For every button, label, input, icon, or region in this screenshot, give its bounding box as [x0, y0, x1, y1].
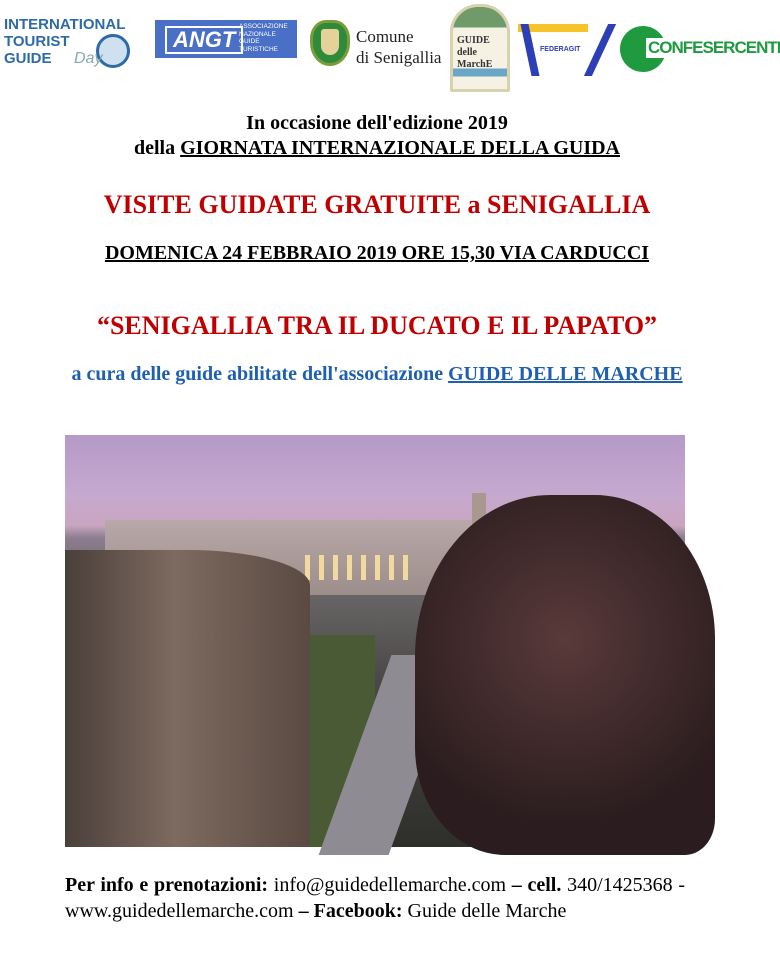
logo-text: GUIDE — [4, 50, 52, 67]
email-link[interactable]: info@guidedellemarche.com — [268, 874, 512, 896]
logo-text: GUIDE delle MarchE — [457, 35, 493, 70]
phone-and-website[interactable]: 340/1425368 - www.guidedellemarche.com — [65, 874, 686, 922]
federagit-logo — [518, 24, 618, 74]
logo-text: Comune di Senigallia — [356, 27, 442, 67]
intro-line: In occasione dell'edizione 2019 — [246, 112, 508, 134]
tour-subtitle: “SENIGALLIA TRA IL DUCATO E IL PAPATO” — [96, 311, 658, 340]
comune-senigallia-logo — [308, 14, 448, 70]
facebook-page[interactable]: Guide delle Marche — [402, 900, 567, 922]
confesercenti-logo — [620, 26, 780, 74]
curated-by: a cura delle guide abilitate dell'associazione GUIDE DELLE MARCHE — [71, 363, 683, 385]
contact-info — [65, 872, 685, 924]
logo-text: INTERNATIONAL — [4, 16, 126, 33]
international-tourist-guide-day-logo — [4, 16, 130, 84]
logo-text: ANGT — [165, 26, 243, 54]
info-label: Per info e prenotazioni: — [65, 874, 269, 896]
crest-icon — [310, 20, 350, 66]
logo-text: Day — [74, 50, 103, 67]
logo-text: CONFESERCENTI — [648, 38, 780, 57]
logo-text: TOURIST — [4, 33, 70, 50]
logo-text: FEDERAGIT — [540, 46, 581, 53]
association-link[interactable]: GUIDE DELLE MARCHE — [448, 363, 683, 385]
logo-text: ASSOCIAZIONE NAZIONALE GUIDE TURISTICHE — [239, 23, 288, 53]
cell-label: – cell. — [511, 874, 562, 896]
event-name: GIORNATA INTERNAZIONALE DELLA GUIDA — [180, 137, 621, 159]
date-line: DOMENICA 24 FEBBRAIO 2019 ORE 15,30 VIA CARDUCCI — [104, 242, 650, 264]
angt-logo — [155, 20, 297, 58]
guide-delle-marche-logo — [450, 4, 510, 92]
main-title: VISITE GUIDATE GRATUITE a SENIGALLIA — [103, 190, 651, 219]
rocca-roveresca-photo — [65, 435, 685, 847]
logo-bar — [0, 0, 780, 100]
intro-line-2: della GIORNATA INTERNAZIONALE DELLA GUIDA — [133, 137, 621, 159]
facebook-label: – Facebook: — [298, 900, 403, 922]
